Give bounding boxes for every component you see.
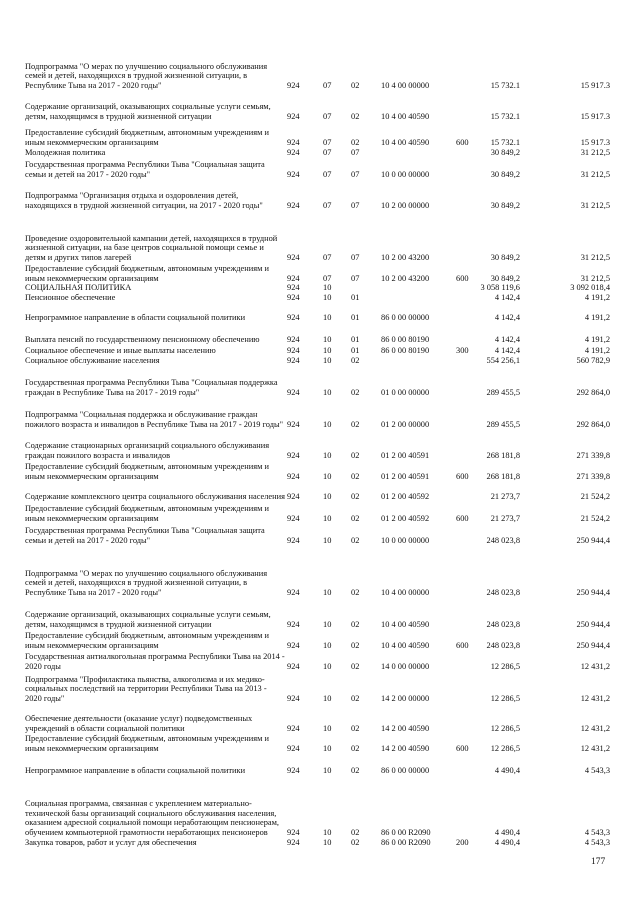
target-article: 10 4 00 40590 <box>381 619 430 629</box>
target-article: 86 0 00 80190 <box>381 345 430 355</box>
table-row <box>0 598 640 629</box>
target-article: 01 2 00 40591 <box>381 450 430 460</box>
gr-code: 924 <box>287 147 300 157</box>
subsection-code: 02 <box>351 640 360 650</box>
row-name: Подпрограмма "Профилактика пьянства, алкоголизма и их медико-социальных последствий на территории Республики Тыва на 2013 - 2020 годы" <box>25 674 267 703</box>
amount-2018: 12 286,5 <box>490 693 520 703</box>
row-name: Предоставление субсидий бюджетным, автономным учреждениям и иным некоммерческим организациям <box>25 631 269 650</box>
gr-code: 924 <box>287 827 300 837</box>
section-code: 10 <box>323 292 332 302</box>
subsection-code: 02 <box>351 111 360 121</box>
amount-2019: 31 212,5 <box>580 147 610 157</box>
section-code: 10 <box>323 355 332 365</box>
gr-code: 924 <box>287 640 300 650</box>
amount-2019: 15 917.3 <box>580 111 610 121</box>
amount-2018: 248 023,8 <box>486 587 520 597</box>
subsection-code: 07 <box>351 273 360 283</box>
amount-2019: 12 431,2 <box>580 693 610 703</box>
subsection-code: 02 <box>351 80 360 90</box>
amount-2019: 12 431,2 <box>580 661 610 671</box>
amount-2018: 30 849,2 <box>490 169 520 179</box>
target-article: 10 4 00 40590 <box>381 111 430 121</box>
row-name: Подпрограмма "Социальная поддержка и обслуживание граждан пожилого возраста и инвалидов в Республике Тыва на 2017 - 2019 годы" <box>25 410 284 429</box>
amount-2018: 12 286,5 <box>490 723 520 733</box>
table-row <box>0 263 640 283</box>
table-row <box>0 734 640 753</box>
row-name: Выплата пенсий по государственному пенсионному обеспечению <box>25 334 260 344</box>
target-article: 01 2 00 00000 <box>381 419 430 429</box>
subsection-code: 02 <box>351 137 360 147</box>
gr-code: 924 <box>287 312 300 322</box>
amount-2018: 248 023,8 <box>486 619 520 629</box>
gr-code: 924 <box>287 292 300 302</box>
subsection-code: 02 <box>351 387 360 397</box>
amount-2018: 4 142,4 <box>494 334 520 344</box>
table-row <box>0 430 640 460</box>
row-name: Содержание комплексного центра социального обслуживания населения <box>25 491 285 501</box>
section-code: 07 <box>323 252 332 262</box>
row-name: Подпрограмма "О мерах по улучшению социального обслуживания семей и детей, находящихся в трудной жизненной ситуации, в Республике Тыва на 2017 - 2020 годы" <box>25 568 268 597</box>
subsection-code: 02 <box>351 723 360 733</box>
subsection-code: 02 <box>351 765 360 775</box>
table-row <box>0 524 640 545</box>
table-row <box>0 356 640 365</box>
gr-code: 924 <box>287 419 300 429</box>
target-article: 14 2 00 40590 <box>381 723 430 733</box>
table-row <box>0 398 640 429</box>
section-code: 07 <box>323 169 332 179</box>
section-code: 07 <box>323 273 332 283</box>
gr-code: 924 <box>287 355 300 365</box>
target-article: 86 0 00 80190 <box>381 334 430 344</box>
amount-2018: 554 256,1 <box>486 355 520 365</box>
target-article: 10 2 00 00000 <box>381 200 430 210</box>
gr-code: 924 <box>287 837 300 847</box>
subsection-code: 01 <box>351 292 360 302</box>
amount-2019: 15 917.3 <box>580 80 610 90</box>
section-code: 10 <box>323 312 332 322</box>
amount-2019: 4 191,2 <box>584 292 610 302</box>
amount-2019: 292 864,0 <box>576 387 610 397</box>
expense-type: 600 <box>456 640 469 650</box>
amount-2018: 12 286,5 <box>490 661 520 671</box>
amount-2018: 268 181,8 <box>486 450 520 460</box>
subsection-code: 02 <box>351 513 360 523</box>
amount-2019: 31 212,5 <box>580 169 610 179</box>
section-code: 10 <box>323 450 332 460</box>
amount-2018: 30 849,2 <box>490 252 520 262</box>
gr-code: 924 <box>287 619 300 629</box>
row-name: Государственная программа Республики Тыва "Социальная поддержка граждан в Республике Тыва на 2017 - 2019 годы" <box>25 378 278 397</box>
amount-2018: 4 490,4 <box>494 837 520 847</box>
amount-2018: 21 273,7 <box>490 491 520 501</box>
gr-code: 924 <box>287 723 300 733</box>
expense-type: 300 <box>456 345 469 355</box>
subsection-code: 01 <box>351 312 360 322</box>
amount-2018: 4 490,4 <box>494 765 520 775</box>
row-name: Предоставление субсидий бюджетным, автономным учреждениям и иным некоммерческим организациям <box>25 504 269 523</box>
table-row <box>0 672 640 703</box>
expense-type: 600 <box>456 513 469 523</box>
amount-2018: 15 732.1 <box>490 137 520 147</box>
target-article: 10 4 00 00000 <box>381 80 430 90</box>
amount-2019: 250 944,4 <box>576 640 610 650</box>
target-article: 10 4 00 40590 <box>381 137 430 147</box>
row-name: Предоставление субсидий бюджетным, автономным учреждениям и иным некоммерческим организациям <box>25 128 269 147</box>
section-code: 10 <box>323 419 332 429</box>
subsection-code: 02 <box>351 471 360 481</box>
table-row <box>0 122 640 147</box>
section-code: 10 <box>323 743 332 753</box>
subsection-code: 02 <box>351 535 360 545</box>
section-code: 10 <box>323 640 332 650</box>
gr-code: 924 <box>287 743 300 753</box>
gr-code: 924 <box>287 587 300 597</box>
target-article: 01 2 00 40592 <box>381 513 430 523</box>
subsection-code: 02 <box>351 661 360 671</box>
subsection-code: 02 <box>351 587 360 597</box>
section-code: 07 <box>323 80 332 90</box>
section-code: 10 <box>323 661 332 671</box>
table-row <box>0 776 640 837</box>
section-code: 10 <box>323 535 332 545</box>
amount-2019: 4 191,2 <box>584 345 610 355</box>
target-article: 01 2 00 40592 <box>381 491 430 501</box>
gr-code: 924 <box>287 765 300 775</box>
target-article: 86 0 00 00000 <box>381 765 430 775</box>
amount-2019: 15 917.3 <box>580 137 610 147</box>
gr-code: 924 <box>287 111 300 121</box>
table-row <box>0 546 640 597</box>
subsection-code: 02 <box>351 693 360 703</box>
gr-code: 924 <box>287 334 300 344</box>
table-row <box>0 754 640 775</box>
target-article: 14 2 00 40590 <box>381 743 430 753</box>
table-row <box>0 284 640 292</box>
amount-2019: 250 944,4 <box>576 535 610 545</box>
target-article: 10 4 00 00000 <box>381 587 430 597</box>
section-code: 10 <box>323 471 332 481</box>
amount-2018: 268 181,8 <box>486 471 520 481</box>
amount-2019: 292 864,0 <box>576 419 610 429</box>
target-article: 01 0 00 00000 <box>381 387 430 397</box>
subsection-code: 02 <box>351 450 360 460</box>
gr-code: 924 <box>287 387 300 397</box>
target-article: 10 2 00 43200 <box>381 273 430 283</box>
section-code: 10 <box>323 693 332 703</box>
gr-code: 924 <box>287 282 300 292</box>
amount-2019: 12 431,2 <box>580 723 610 733</box>
target-article: 01 2 00 40591 <box>381 471 430 481</box>
gr-code: 924 <box>287 252 300 262</box>
amount-2018: 15 732.1 <box>490 111 520 121</box>
section-code: 07 <box>323 111 332 121</box>
amount-2018: 4 490,4 <box>494 827 520 837</box>
amount-2019: 4 191,2 <box>584 312 610 322</box>
expense-type: 200 <box>456 837 469 847</box>
row-name: Государственная программа Республики Тыва "Социальная защита семьи и детей на 2017 - 2020 годы" <box>25 160 265 179</box>
subsection-code: 07 <box>351 169 360 179</box>
row-name: Молодежная политика <box>25 147 106 157</box>
row-name: Непрограммное направление в области социальной политики <box>25 765 246 775</box>
table-row <box>0 303 640 322</box>
target-article: 10 0 00 00000 <box>381 535 430 545</box>
gr-code: 924 <box>287 137 300 147</box>
amount-2019: 560 782,9 <box>576 355 610 365</box>
expense-type: 600 <box>456 273 469 283</box>
amount-2018: 30 849,2 <box>490 200 520 210</box>
table-row <box>0 40 640 90</box>
amount-2019: 12 431,2 <box>580 743 610 753</box>
subsection-code: 02 <box>351 355 360 365</box>
target-article: 86 0 00 R2090 <box>381 827 431 837</box>
row-name: Подпрограмма "Организация отдыха и оздоровления детей, находящихся в трудной жизненной ситуации, на 2017 - 2020 годы" <box>25 191 263 210</box>
amount-2019: 271 339,8 <box>576 471 610 481</box>
table-row <box>0 461 640 481</box>
expense-type: 600 <box>456 137 469 147</box>
amount-2018: 289 455,5 <box>486 387 520 397</box>
page-number: 177 <box>591 857 606 867</box>
gr-code: 924 <box>287 491 300 501</box>
gr-code: 924 <box>287 273 300 283</box>
row-name: Предоставление субсидий бюджетным, автономным учреждениям и иным некоммерческим организациям <box>25 462 269 481</box>
row-name: Государственная антиалкогольная программа Республики Тыва на 2014 - 2020 годы <box>25 652 285 671</box>
table-row <box>0 838 640 847</box>
amount-2018: 15 732.1 <box>490 80 520 90</box>
gr-code: 924 <box>287 345 300 355</box>
table-row <box>0 180 640 210</box>
subsection-code: 02 <box>351 619 360 629</box>
section-code: 07 <box>323 137 332 147</box>
amount-2019: 31 212,5 <box>580 200 610 210</box>
row-name: Социальное обслуживание населения <box>25 355 160 365</box>
amount-2018: 289 455,5 <box>486 419 520 429</box>
subsection-code: 01 <box>351 334 360 344</box>
amount-2019: 250 944,4 <box>576 619 610 629</box>
table-row <box>0 366 640 397</box>
section-code: 10 <box>323 387 332 397</box>
table-row <box>0 148 640 157</box>
table-row <box>0 482 640 501</box>
table-row <box>0 345 640 355</box>
table-row <box>0 630 640 650</box>
subsection-code: 02 <box>351 837 360 847</box>
row-name: Социальная программа, связанная с укреплением материально-технической базы организаций социального обслуживания населения, оказанием адресной социальной помощи неработающим пенсионерам, обучением компьютерной грамотности неработающих пенсионеров <box>25 799 279 837</box>
section-code: 10 <box>323 513 332 523</box>
table-row <box>0 211 640 262</box>
amount-2019: 31 212,5 <box>580 273 610 283</box>
expense-type: 600 <box>456 471 469 481</box>
row-name: Содержание организаций, оказывающих социальные услуги семьям, детям, находящимся в трудной жизненной ситуации <box>25 610 271 629</box>
amount-2019: 271 339,8 <box>576 450 610 460</box>
gr-code: 924 <box>287 471 300 481</box>
amount-2018: 30 849,2 <box>490 147 520 157</box>
subsection-code: 07 <box>351 252 360 262</box>
subsection-code: 02 <box>351 743 360 753</box>
row-name: Содержание стационарных организаций социального обслуживания граждан пожилого возраста и инвалидов <box>25 441 270 460</box>
target-article: 14 2 00 00000 <box>381 693 430 703</box>
row-name: Закупка товаров, работ и услуг для обеспечения <box>25 837 197 847</box>
subsection-code: 02 <box>351 827 360 837</box>
section-code: 10 <box>323 827 332 837</box>
section-code: 10 <box>323 619 332 629</box>
subsection-code: 01 <box>351 345 360 355</box>
table-row <box>0 704 640 733</box>
amount-2019: 4 543,3 <box>584 765 610 775</box>
target-article: 10 0 00 00000 <box>381 169 430 179</box>
amount-2018: 3 058 119,6 <box>480 282 520 292</box>
amount-2018: 248 023,8 <box>486 640 520 650</box>
section-code: 10 <box>323 765 332 775</box>
table-row <box>0 293 640 302</box>
gr-code: 924 <box>287 200 300 210</box>
table-row <box>0 158 640 179</box>
gr-code: 924 <box>287 513 300 523</box>
subsection-code: 07 <box>351 200 360 210</box>
amount-2019: 31 212,5 <box>580 252 610 262</box>
amount-2019: 250 944,4 <box>576 587 610 597</box>
expense-type: 600 <box>456 743 469 753</box>
subsection-code: 07 <box>351 147 360 157</box>
table-row <box>0 323 640 344</box>
amount-2019: 3 092 018,4 <box>570 282 610 292</box>
subsection-code: 02 <box>351 491 360 501</box>
amount-2018: 248 023,8 <box>486 535 520 545</box>
amount-2018: 4 142,4 <box>494 292 520 302</box>
row-name: Проведение оздоровительной кампании детей, находящихся в трудной жизненной ситуации, на базе центров социальной помощи семье и детям и других типов лагерей <box>25 233 278 262</box>
target-article: 86 0 00 00000 <box>381 312 430 322</box>
row-name: Государственная программа Республики Тыва "Социальная защита семьи и детей на 2017 - 2020 годы" <box>25 526 265 545</box>
section-code: 07 <box>323 147 332 157</box>
section-code: 10 <box>323 345 332 355</box>
gr-code: 924 <box>287 450 300 460</box>
amount-2019: 4 191,2 <box>584 334 610 344</box>
target-article: 10 2 00 43200 <box>381 252 430 262</box>
amount-2018: 30 849,2 <box>490 273 520 283</box>
amount-2019: 21 524,2 <box>580 513 610 523</box>
amount-2018: 4 142,4 <box>494 345 520 355</box>
table-row <box>0 502 640 523</box>
section-code: 10 <box>323 587 332 597</box>
amount-2018: 4 142,4 <box>494 312 520 322</box>
gr-code: 924 <box>287 535 300 545</box>
table-row <box>0 91 640 121</box>
target-article: 14 0 00 00000 <box>381 661 430 671</box>
gr-code: 924 <box>287 693 300 703</box>
row-name: Пенсионное обеспечение <box>25 292 116 302</box>
section-code: 10 <box>323 837 332 847</box>
row-name: Предоставление субсидий бюджетным, автономным учреждениям и иным некоммерческим организациям <box>25 734 269 753</box>
amount-2019: 21 524,2 <box>580 491 610 501</box>
amount-2018: 21 273,7 <box>490 513 520 523</box>
section-code: 10 <box>323 723 332 733</box>
amount-2019: 4 543,3 <box>584 837 610 847</box>
section-code: 10 <box>323 491 332 501</box>
amount-2018: 12 286,5 <box>490 743 520 753</box>
subsection-code: 02 <box>351 419 360 429</box>
row-name: СОЦИАЛЬНАЯ ПОЛИТИКА <box>25 282 132 292</box>
table-row <box>0 651 640 671</box>
gr-code: 924 <box>287 661 300 671</box>
amount-2019: 4 543,3 <box>584 827 610 837</box>
row-name: Социальное обеспечение и иные выплаты населению <box>25 345 216 355</box>
row-name: Подпрограмма "О мерах по улучшению социального обслуживания семей и детей, находящихся в трудной жизненной ситуации, в Республике Тыва на 2017 - 2020 годы" <box>25 61 268 90</box>
gr-code: 924 <box>287 169 300 179</box>
row-name: Предоставление субсидий бюджетным, автономным учреждениям и иным некоммерческим организациям <box>25 264 269 283</box>
row-name: Обеспечение деятельности (оказание услуг) подведомственных учреждений в области социальной политики <box>25 714 253 733</box>
section-code: 10 <box>323 282 332 292</box>
target-article: 10 4 00 40590 <box>381 640 430 650</box>
target-article: 86 0 00 R2090 <box>381 837 431 847</box>
gr-code: 924 <box>287 80 300 90</box>
row-name: Содержание организаций, оказывающих социальные услуги семьям, детям, находящимся в трудной жизненной ситуации <box>25 102 271 121</box>
row-name: Непрограммное направление в области социальной политики <box>25 312 246 322</box>
section-code: 10 <box>323 334 332 344</box>
section-code: 07 <box>323 200 332 210</box>
